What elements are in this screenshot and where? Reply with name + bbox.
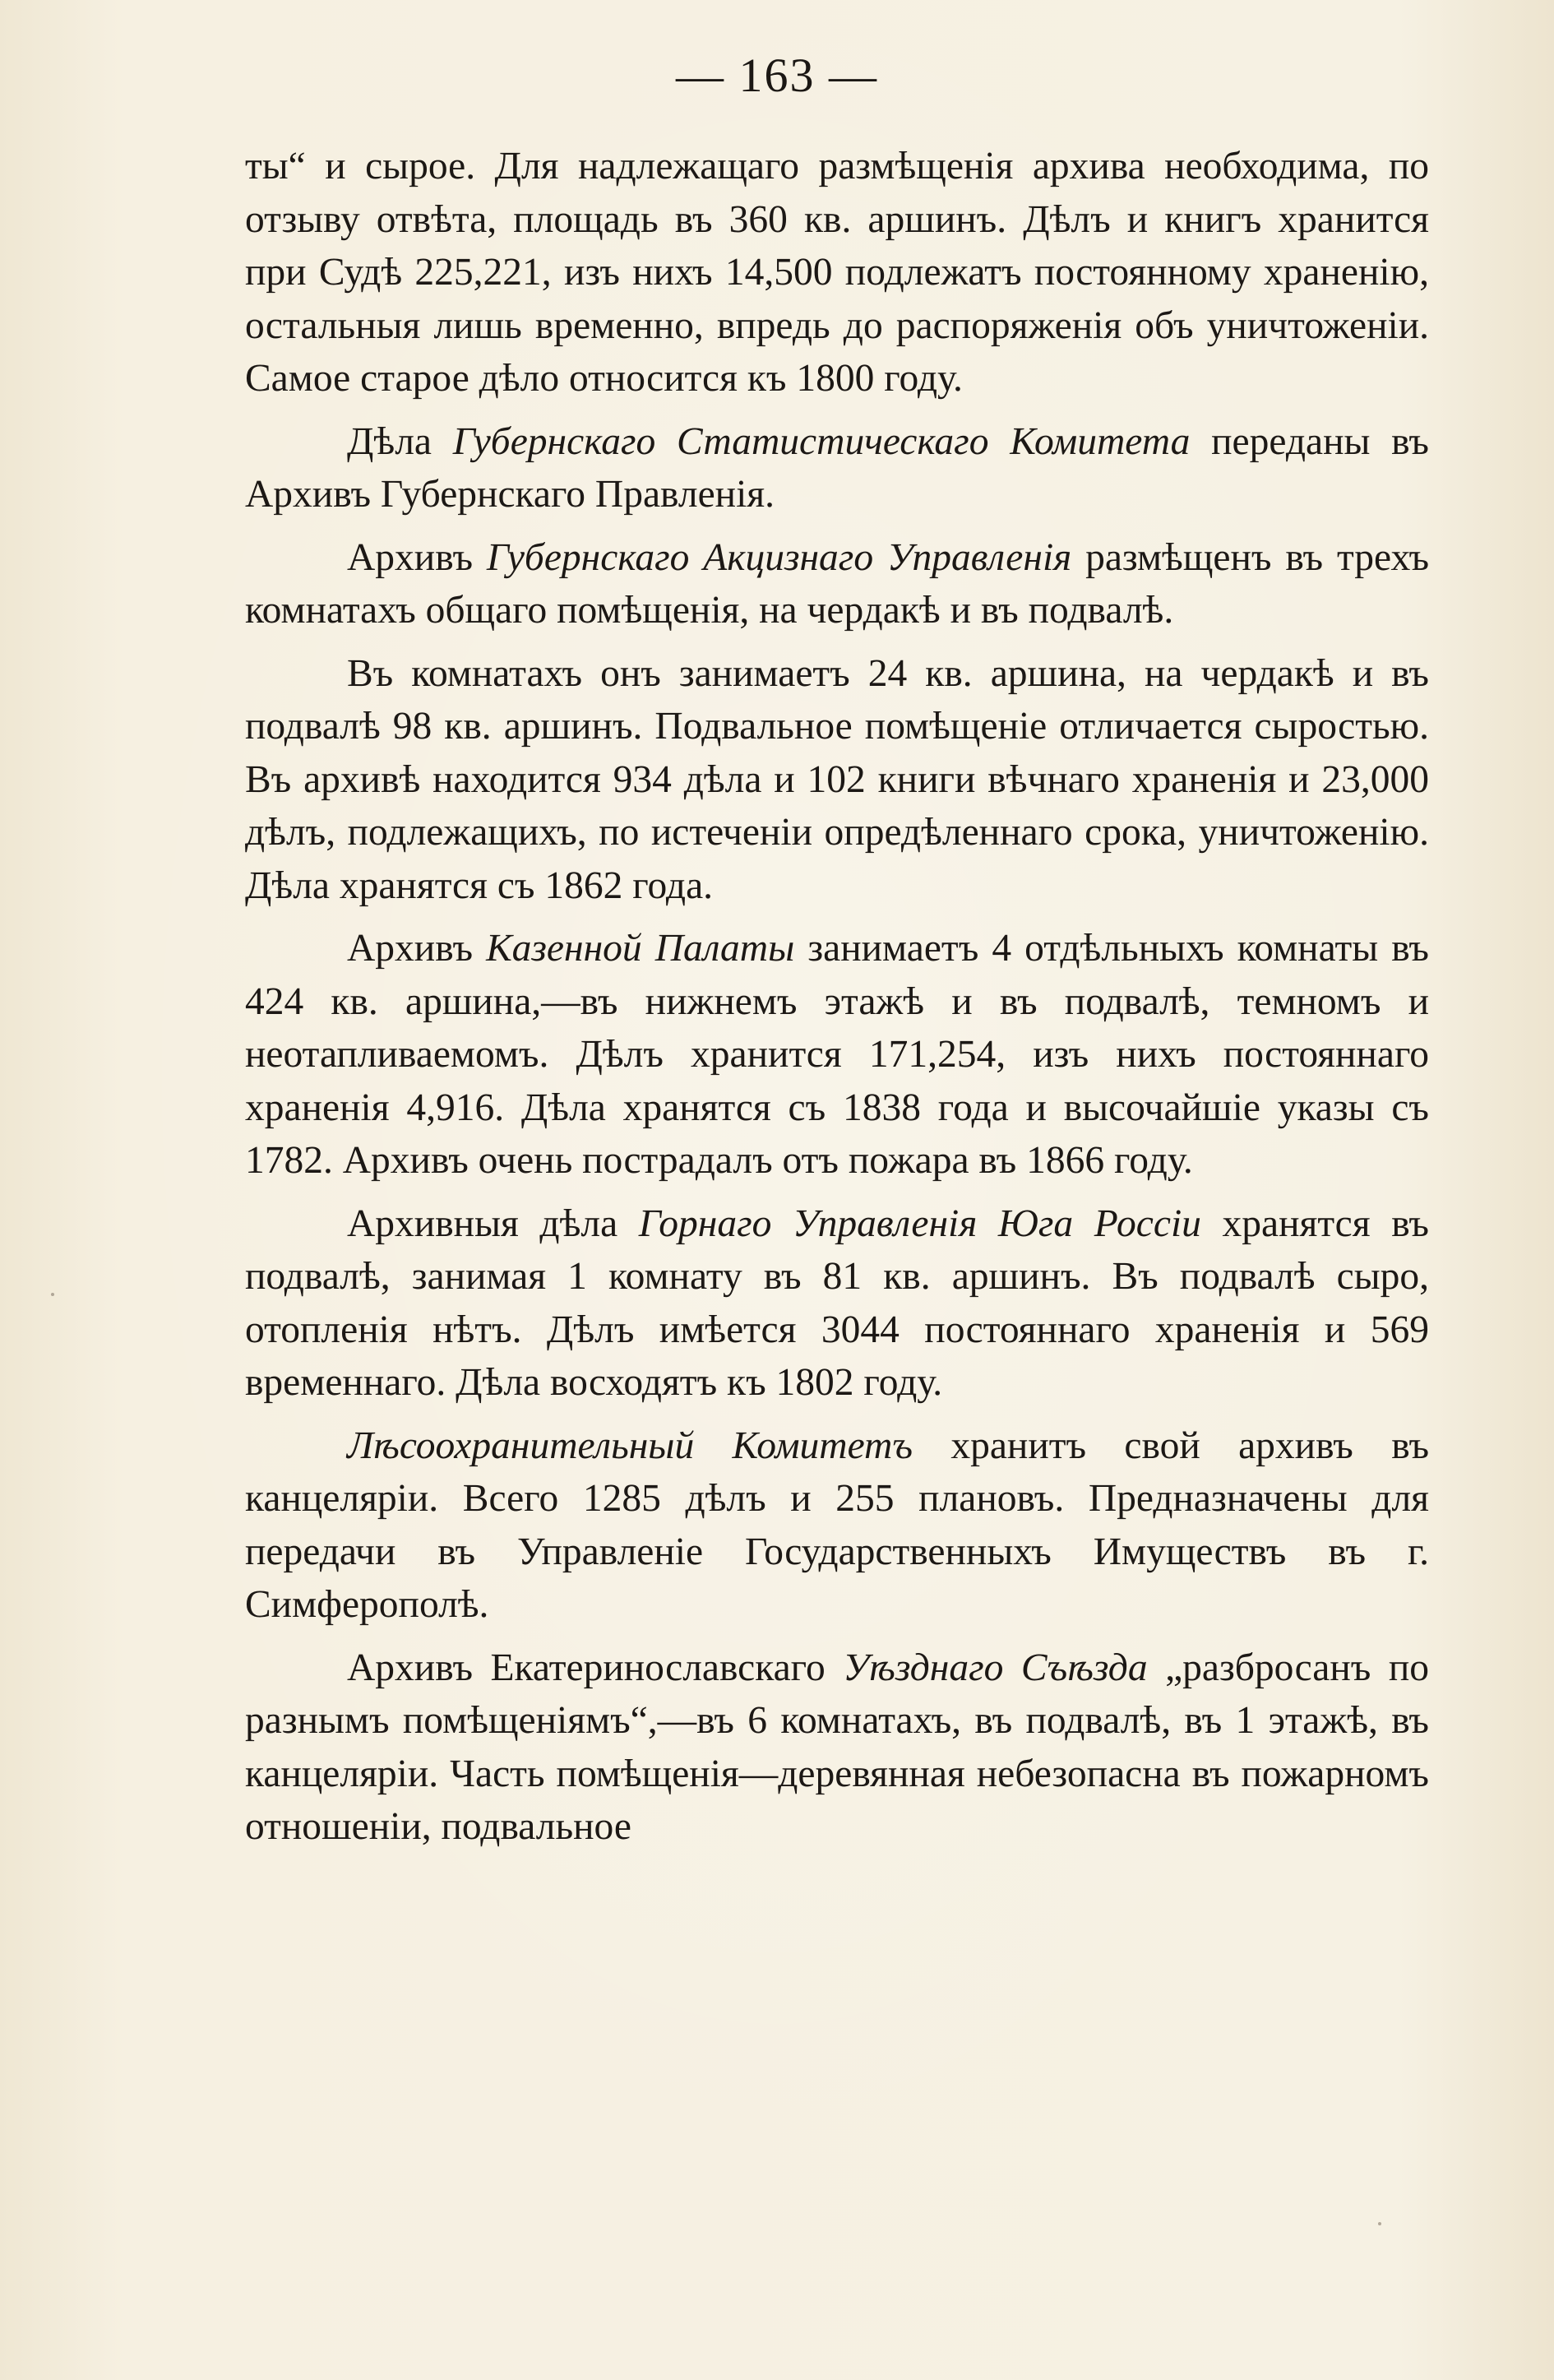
paragraph-excise-administration [245,531,1429,637]
paragraph-district-congress [245,1641,1429,1854]
institution-name: Лѣсоохранительный Комитетъ [347,1424,913,1467]
paragraph-court-archive [245,140,1429,405]
paragraph-text: Архивъ [347,535,487,579]
paragraph-text: Архивныя дѣла [347,1202,639,1245]
institution-name: Горнаго Управленія Юга Россіи [638,1202,1201,1245]
paragraph-excise-rooms [245,647,1429,913]
paragraph-text: занимаетъ 4 отдѣльныхъ комнаты въ 424 кв. аршина,—въ нижнемъ этажѣ и въ подвалѣ, темномъ и неотапливаемомъ. Дѣлъ хранится 171,254, изъ нихъ постояннаго храненія 4,916. Дѣла хранятся съ 1838 года и высочайшіе указы съ 1782. Архивъ очень пострадалъ отъ пожара въ 1866 году. [245,927,1429,1182]
institution-name: Казенной Палаты [486,927,795,970]
paragraph-mining-administration [245,1197,1429,1410]
paper-speck [1378,2222,1381,2225]
paragraph-treasury-chamber [245,922,1429,1188]
paragraph-text: ты“ и сырое. Для надлежащаго размѣщенія архива необходима, по отзыву отвѣта, площадь въ 360 кв. аршинъ. Дѣлъ и книгъ хранится при Судѣ 225,221, изъ нихъ 14,500 подлежатъ постоянному храненію, остальныя лишь временно, впредь до распоряженія объ уничтоженіи. Самое старое дѣло относится къ 1800 году. [245,145,1429,400]
institution-name: Губернскаго Акцизнаго Управленія [486,535,1072,579]
paragraph-text: Дѣла [347,419,453,463]
paragraph-forest-committee [245,1419,1429,1632]
paragraph-text: хранятся въ подвалѣ, занимая 1 комнату въ 81 кв. аршинъ. Въ подвалѣ сыро, отопленія нѣтъ. Дѣлъ имѣется 3044 постояннаго храненія и 569 временнаго. Дѣла восходятъ къ 1802 году. [245,1202,1429,1404]
institution-name: Уѣзднаго Съѣзда [843,1646,1148,1689]
paragraph-text: Архивъ Екатеринославскаго [347,1646,844,1689]
paragraph-text: переданы въ Архивъ Губернскаго Правленія. [245,419,1429,516]
body-text [245,140,1429,1854]
paragraph-text: хранитъ свой архивъ въ канцеляріи. Всего 1285 дѣлъ и 255 плановъ. Предназначены для передачи въ Управленіе Государственныхъ Имуществъ въ г. Симферополѣ. [245,1424,1430,1626]
paragraph-statistical-committee [245,415,1429,521]
paragraph-text: Архивъ [347,927,487,970]
paragraph-text: размѣщенъ въ трехъ комнатахъ общаго помѣщенія, на чердакѣ и въ подвалѣ. [245,535,1430,632]
paragraph-text: Въ комнатахъ онъ занимаетъ 24 кв. аршина, на чердакѣ и въ подвалѣ 98 кв. аршинъ. Подвальное помѣщеніе отличается сыростью. Въ архивѣ находится 934 дѣла и 102 книги вѣчнаго храненія и 23,000 дѣлъ, подлежащихъ, по истеченіи опредѣленнаго срока, уничтоженію. Дѣла хранятся съ 1862 года. [245,651,1429,907]
paragraph-text: „разбросанъ по разнымъ помѣщеніямъ“,—въ 6 комнатахъ, въ подвалѣ, въ 1 этажѣ, въ канцеляріи. Часть помѣщенія—деревянная небезопасна въ пожарномъ отношеніи, подвальное [245,1646,1429,1848]
page-number: — 163 — [676,49,878,102]
institution-name: Губернскаго Статистическаго Комитета [452,419,1191,463]
paper-speck [51,1293,54,1296]
